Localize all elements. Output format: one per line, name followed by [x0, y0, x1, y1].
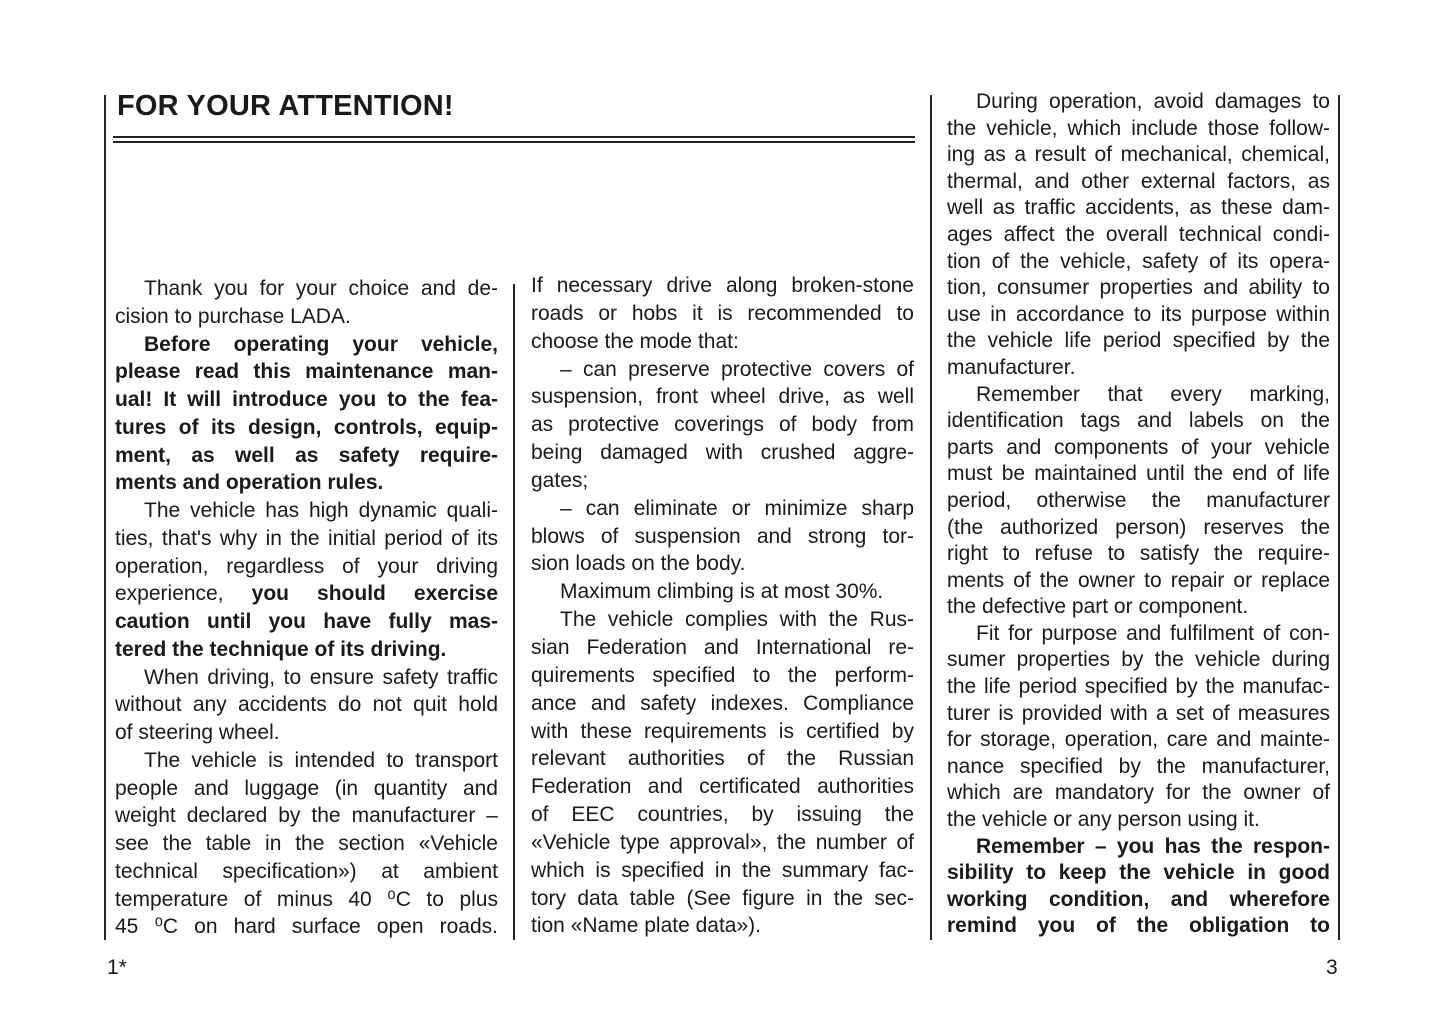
text-line: [947, 382, 1330, 409]
text-line: [115, 664, 498, 692]
text-line: [531, 467, 914, 495]
body-text: identification tags and labels on the: [947, 409, 1330, 433]
body-text: – can eliminate or minimize sharp: [560, 496, 914, 520]
text-line: [531, 383, 914, 411]
text-line: [947, 515, 1330, 542]
body-text: weight declared by the manufacturer –: [115, 804, 498, 828]
text-line: [947, 807, 1330, 834]
text-line: [947, 621, 1330, 648]
body-text: operation, regardless of your driving: [115, 554, 498, 578]
text-line: [947, 275, 1330, 302]
body-text: Fit for purpose and fulfilment of con-: [976, 621, 1330, 645]
body-text: temperature of minus 40 ⁰C to plus: [115, 887, 498, 911]
page-number: 3: [1326, 956, 1338, 979]
bold-text: caution until you have fully mas-: [115, 610, 498, 633]
body-text: Federation and certificated authorities: [531, 775, 914, 799]
text-line: [115, 886, 498, 914]
text-line: [947, 701, 1330, 728]
text-line: [947, 89, 1330, 116]
text-line: [947, 461, 1330, 488]
text-line: [531, 690, 914, 718]
text-line: [947, 541, 1330, 568]
text-line: [115, 580, 498, 608]
page-title: FOR YOUR ATTENTION!: [117, 90, 454, 122]
text-column-2: [531, 272, 914, 940]
body-text: nance specified by the manufacturer,: [947, 754, 1330, 778]
body-text: tion «Name plate data»).: [531, 914, 761, 938]
body-text: ties, that's why in the initial period of its: [115, 526, 498, 550]
body-text: suspension, front wheel drive, as well: [531, 385, 914, 409]
text-line: [115, 775, 498, 803]
text-line: [531, 356, 914, 384]
text-line: [947, 116, 1330, 143]
body-text: see the table in the section «Vehicle: [115, 832, 498, 855]
text-line: [115, 525, 498, 553]
body-text: Maximum climbing is at most 30%.: [560, 580, 884, 604]
body-text: quirements specified to the perform-: [531, 663, 914, 687]
text-line: [115, 608, 498, 636]
body-text: the life period specified by the manufac-: [947, 675, 1330, 699]
bold-text: Remember – you has the respon-: [976, 834, 1330, 858]
text-line: [531, 550, 914, 578]
body-text: without any accidents do not quit hold: [115, 693, 498, 717]
left-border: [104, 95, 106, 940]
bold-text: Before operating your vehicle,: [144, 332, 498, 356]
body-text: which are mandatory for the owner of: [947, 781, 1330, 805]
text-line: [531, 718, 914, 746]
text-line: [531, 801, 914, 829]
text-line: [531, 439, 914, 467]
body-text: The vehicle has high dynamic quali-: [144, 499, 498, 522]
body-text: sian Federation and International re-: [531, 635, 914, 659]
text-line: [947, 302, 1330, 329]
body-text: thermal, and other external factors, as: [947, 169, 1330, 193]
body-text: Thank you for your choice and de-: [144, 277, 498, 300]
text-line: [947, 355, 1330, 382]
column-divider-2: [930, 95, 932, 940]
body-text: of EEC countries, by issuing the: [531, 803, 914, 827]
body-text: the defective part or component.: [947, 595, 1249, 619]
text-line: [947, 222, 1330, 249]
text-line: [531, 829, 914, 857]
text-line: [531, 912, 914, 940]
text-line: [115, 303, 498, 331]
body-text: well as traffic accidents, as these dam-: [947, 196, 1330, 220]
text-line: [947, 488, 1330, 515]
text-line: [531, 495, 914, 523]
text-line: [947, 568, 1330, 595]
text-line: [115, 386, 498, 414]
text-line: [115, 331, 498, 359]
text-line: [531, 328, 914, 356]
body-text: the vehicle or any person using it.: [947, 808, 1260, 832]
body-text: Remember that every marking,: [976, 382, 1330, 406]
text-line: [115, 469, 498, 497]
body-text: cision to purchase LADA.: [115, 304, 351, 328]
body-text: period, otherwise the manufacturer: [947, 488, 1330, 512]
text-line: [531, 885, 914, 913]
body-text: the vehicle, which include those follow-: [947, 116, 1330, 140]
text-line: [531, 606, 914, 634]
text-line: [947, 594, 1330, 621]
body-text: roads or hobs it is recommended to: [531, 301, 914, 325]
body-text: sion loads on the body.: [531, 552, 746, 576]
text-line: [531, 300, 914, 328]
text-line: [947, 913, 1330, 940]
text-line: [115, 691, 498, 719]
body-text: blows of suspension and strong tor-: [531, 524, 914, 548]
body-text: If necessary drive along broken-stone: [531, 274, 914, 297]
bold-text: remind you of the obligation to: [947, 914, 1330, 938]
body-text: During operation, avoid damages to: [976, 90, 1330, 113]
bold-text: ment, as well as safety require-: [115, 443, 498, 467]
body-text: being damaged with crushed aggre-: [531, 441, 914, 465]
text-line: [115, 636, 498, 664]
body-text: parts and components of your vehicle: [947, 435, 1330, 459]
text-line: [947, 408, 1330, 435]
text-line: [947, 780, 1330, 807]
text-line: [531, 662, 914, 690]
body-text: gates;: [531, 468, 589, 492]
text-line: [115, 442, 498, 470]
text-line: [947, 727, 1330, 754]
text-line: [947, 647, 1330, 674]
body-text: tory data table (See figure in the sec-: [531, 886, 914, 910]
body-text: of steering wheel.: [115, 721, 280, 744]
text-line: [947, 169, 1330, 196]
body-text: (the authorized person) reserves the: [947, 515, 1330, 539]
text-line: [115, 358, 498, 386]
text-line: [115, 275, 498, 303]
body-text: manufacturer.: [947, 355, 1076, 379]
text-line: [115, 553, 498, 581]
body-text: which is specified in the summary fac-: [531, 858, 914, 882]
body-text: relevant authorities of the Russian: [531, 747, 914, 771]
body-text: for storage, operation, care and mainte-: [947, 728, 1330, 752]
bold-text: you should exercise: [251, 582, 498, 606]
text-line: [115, 830, 498, 858]
text-line: [531, 773, 914, 801]
text-line: [947, 195, 1330, 222]
right-border: [1338, 95, 1340, 940]
column-divider-1: [513, 284, 515, 940]
text-line: [531, 745, 914, 773]
body-text: tion of the vehicle, safety of its opera-: [947, 249, 1330, 273]
body-text: use in accordance to its purpose within: [947, 302, 1330, 326]
bold-text: ual! It will introduce you to the fea-: [115, 388, 498, 411]
body-text: ing as a result of mechanical, chemical,: [947, 143, 1330, 167]
text-line: [115, 858, 498, 886]
text-line: [115, 414, 498, 442]
body-text: as protective coverings of body from: [531, 413, 914, 437]
bold-text: tered the technique of its driving.: [115, 637, 447, 661]
text-line: [947, 674, 1330, 701]
text-line: [947, 887, 1330, 914]
body-text: choose the mode that:: [531, 329, 739, 353]
bold-text: working condition, and wherefore: [947, 887, 1330, 911]
text-line: [531, 523, 914, 551]
text-line: [531, 411, 914, 439]
text-line: [531, 578, 914, 606]
title-rule-top: [113, 136, 915, 138]
bold-text: tures of its design, controls, equip-: [115, 415, 498, 439]
bold-text: ments and operation rules.: [115, 471, 384, 495]
bold-text: sibility to keep the vehicle in good: [947, 861, 1330, 885]
text-line: [531, 272, 914, 300]
text-line: [115, 497, 498, 525]
body-text: 45 ⁰C on hard surface open roads.: [115, 915, 498, 939]
body-text: – can preserve protective covers of: [560, 357, 914, 381]
body-text: technical specification») at ambient: [115, 859, 498, 883]
body-text: right to refuse to satisfy the require-: [947, 542, 1330, 566]
text-line: [947, 328, 1330, 355]
body-text: turer is provided with a set of measures: [947, 701, 1330, 725]
text-line: [115, 802, 498, 830]
text-line: [947, 435, 1330, 462]
text-line: [947, 249, 1330, 276]
text-line: [947, 860, 1330, 887]
body-text: When driving, to ensure safety traffic: [144, 665, 498, 689]
body-text: The vehicle complies with the Rus-: [560, 608, 914, 632]
text-line: [531, 857, 914, 885]
body-text: ance and safety indexes. Compliance: [531, 691, 914, 715]
body-text: experience,: [115, 582, 252, 606]
text-line: [531, 634, 914, 662]
text-line: [115, 747, 498, 775]
body-text: ages affect the overall technical condi-: [947, 222, 1330, 246]
text-line: [947, 754, 1330, 781]
body-text: «Vehicle type approval», the number of: [531, 830, 914, 854]
text-line: [947, 834, 1330, 861]
body-text: with these requirements is certified by: [531, 719, 914, 743]
text-column-3: [947, 89, 1330, 940]
body-text: sumer properties by the vehicle during: [947, 648, 1330, 672]
text-line: [115, 913, 498, 941]
text-line: [115, 719, 498, 747]
body-text: must be maintained until the end of life: [947, 462, 1330, 486]
text-line: [947, 142, 1330, 169]
text-column-1: [115, 275, 498, 941]
body-text: tion, consumer properties and ability to: [947, 276, 1330, 300]
body-text: the vehicle life period specified by the: [947, 329, 1330, 353]
bold-text: please read this maintenance man-: [115, 360, 498, 384]
body-text: ments of the owner to repair or replace: [947, 568, 1330, 592]
title-rule-bottom: [113, 141, 915, 143]
page-marker-left: 1*: [107, 956, 127, 979]
body-text: The vehicle is intended to transport: [144, 748, 498, 772]
body-text: people and luggage (in quantity and: [115, 776, 498, 800]
